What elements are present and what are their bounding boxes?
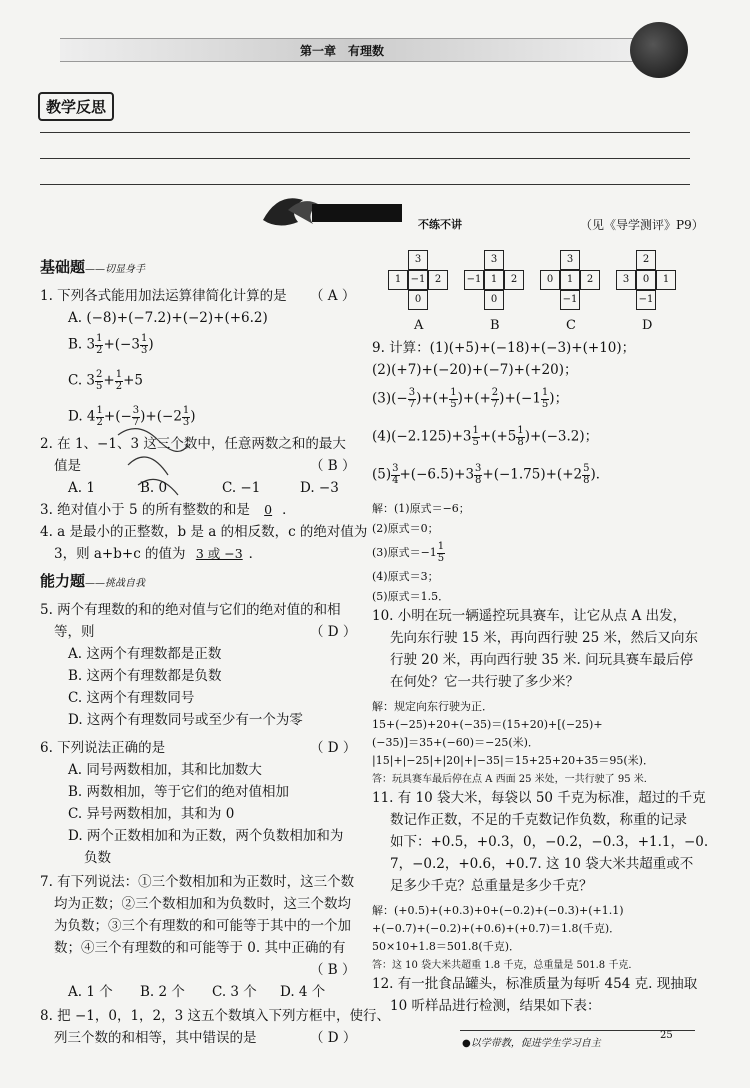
question-7-cont: 均为正数；②三个数相加和为负数时，这三个数均 bbox=[54, 896, 351, 912]
question-8: 8. 把 −1，0，1，2，3 这五个数填入下列方框中，使行、 bbox=[40, 1008, 391, 1024]
question-3: 3. 绝对值小于 5 的所有整数的和是 0 ． bbox=[40, 502, 296, 518]
reflection-line bbox=[40, 158, 690, 159]
grid-cell: 2 bbox=[504, 270, 524, 290]
question-5-cont: 等，则 bbox=[54, 624, 95, 640]
grid-cell: 1 bbox=[656, 270, 676, 290]
question-7-cont: 为负数；③三个有理数的和可能等于其中的一个加 bbox=[54, 918, 351, 934]
grid-label: A bbox=[414, 318, 424, 333]
section-ability bbox=[40, 570, 145, 591]
grid-cell: 1 bbox=[560, 270, 580, 290]
question-1: 1. 下列各式能用加法运算律简化计算的是 bbox=[40, 288, 287, 304]
grid-cell: −1 bbox=[408, 270, 428, 290]
solution-line: (4)原式＝3； bbox=[372, 570, 439, 583]
question-11-cont: 足多少千克？总重量是多少千克？ bbox=[390, 878, 593, 894]
grid-cell: 0 bbox=[484, 290, 504, 310]
question-12-cont: 10 听样品进行检测，结果如下表： bbox=[390, 998, 601, 1014]
question-4-cont: 3，则 a+b+c 的值为 3 或 −3 ． bbox=[54, 546, 263, 562]
grid-cell: 3 bbox=[560, 250, 580, 270]
grid-cell: 3 bbox=[408, 250, 428, 270]
grid-cell: 2 bbox=[428, 270, 448, 290]
question-9-4: (4)(−2.125)+3 $\frac{1}{5}$ +(+5 $\frac{1}{8}$ )+(−3.2)； bbox=[372, 425, 599, 448]
grid-cell: 0 bbox=[636, 270, 656, 290]
grid-cell: 3 bbox=[484, 250, 504, 270]
option: A. 同号两数相加，其和比加数大 bbox=[68, 762, 262, 778]
grid-label: C bbox=[566, 318, 576, 333]
option: B. 3 $\frac{1}{2}$ +(−3 $\frac{1}{3}$ ) bbox=[68, 333, 154, 356]
question-9-2: (2)(+7)+(−20)+(−7)+(+20)； bbox=[372, 362, 578, 378]
solution-line: |15|+|−25|+|20|+|−35|＝15+25+20+35＝95(米)． bbox=[372, 754, 654, 767]
question-6: 6. 下列说法正确的是 bbox=[40, 740, 166, 756]
question-10-cont: 行驶 20 米，再向西行驶 35 米. 问玩具赛车最后停 bbox=[390, 652, 694, 668]
option: B. 2 个 bbox=[140, 984, 185, 1000]
answer-2: （ B ） bbox=[310, 458, 356, 474]
solution-line: (5)原式＝1.5． bbox=[372, 590, 450, 603]
mascot-logo-icon bbox=[630, 22, 688, 78]
grid-label: D bbox=[642, 318, 653, 333]
option: C. 异号两数相加，其和为 0 bbox=[68, 806, 235, 822]
grid-cell: −1 bbox=[636, 290, 656, 310]
option: B. 这两个有理数都是负数 bbox=[68, 668, 222, 684]
option: C. 3 个 bbox=[212, 984, 257, 1000]
footer-slogan: ●以学带教，促进学生学习自主 bbox=[462, 1038, 601, 1049]
solution-line: 答：玩具赛车最后停在点 A 西面 25 米处，一共行驶了 95 米． bbox=[372, 774, 654, 785]
solution-line: 答：这 10 袋大米共超重 1.8 千克，总重量是 501.8 千克． bbox=[372, 960, 639, 971]
section-subtitle: ——挑战自我 bbox=[85, 578, 146, 589]
grid-cell: 1 bbox=[484, 270, 504, 290]
reference-note: （见《导学测评》P9） bbox=[580, 218, 704, 232]
reflection-line bbox=[40, 132, 690, 133]
solution-line: 解：(1)原式＝−6； bbox=[372, 502, 470, 515]
option: C. 3 $\frac{2}{5}$ + $\frac{1}{2}$ +5 bbox=[68, 369, 143, 392]
option: D. 4 $\frac{1}{2}$ +(− $\frac{3}{7}$ )+(−2 $\frac{1}{3}$ ) bbox=[68, 405, 196, 428]
question-11-cont: 数记作正数，不足的千克数记作负数，称重的记录 bbox=[390, 812, 687, 828]
question-4: 4. a 是最小的正整数，b 是 a 的相反数，c 的绝对值为 bbox=[40, 524, 368, 540]
question-7: 7. 有下列说法：①三个数相加和为正数时，这三个数 bbox=[40, 874, 355, 890]
option: C. 这两个有理数同号 bbox=[68, 690, 195, 706]
section-subtitle: ——切显身手 bbox=[85, 264, 146, 275]
question-9-5: (5) $\frac{3}{4}$ +(−6.5)+3 $\frac{3}{8}$ +(−1.75)+(+2 $\frac{5}{8}$ )． bbox=[372, 463, 610, 486]
answer-1: （ A ） bbox=[310, 288, 356, 304]
option: B. 两数相加，等于它们的绝对值相加 bbox=[68, 784, 290, 800]
grid-cell: 2 bbox=[580, 270, 600, 290]
grid-cell: 2 bbox=[636, 250, 656, 270]
option: D. 4 个 bbox=[280, 984, 326, 1000]
option: B. 0 bbox=[140, 480, 168, 496]
question-9-3: (3)(− $\frac{3}{7}$ )+(+ $\frac{1}{5}$ )+(+ $\frac{2}{7}$ )+(−1 $\frac{1}{5}$ )； bbox=[372, 387, 569, 410]
option: D. −3 bbox=[300, 480, 339, 496]
solution-line: (3)原式＝−1 $\frac{1}{5}$ bbox=[372, 541, 445, 564]
grid-cell: −1 bbox=[560, 290, 580, 310]
section-basic bbox=[40, 256, 145, 277]
answer-7: （ B ） bbox=[310, 962, 356, 978]
solution-line: +(−0.7)+(−0.2)+(+0.6)+(+0.7)＝1.8(千克)． bbox=[372, 922, 621, 935]
solution-line: 解：规定向东行驶为正． bbox=[372, 700, 493, 713]
question-5: 5. 两个有理数的和的绝对值与它们的绝对值的和相 bbox=[40, 602, 341, 618]
grid-cell: 1 bbox=[388, 270, 408, 290]
question-11-cont: 7，−0.2，+0.6，+0.7. 这 10 袋大米共超重或不 bbox=[390, 856, 694, 872]
question-2-cont: 值是 bbox=[54, 458, 81, 474]
option: A. 这两个有理数都是正数 bbox=[68, 646, 222, 662]
question-2: 2. 在 1、−1、3 这三个数中，任意两数之和的最大 bbox=[40, 436, 346, 452]
option: A. 1 bbox=[68, 480, 95, 496]
solution-line: 解：(+0.5)+(+0.3)+0+(−0.2)+(−0.3)+(+1.1) bbox=[372, 904, 624, 917]
solution-line: (2)原式＝0； bbox=[372, 522, 439, 535]
question-11: 11. 有 10 袋大米，每袋以 50 千克为标准，超过的千克 bbox=[372, 790, 706, 806]
answer-5: （ D ） bbox=[310, 624, 357, 640]
solution-line: 15+(−25)+20+(−35)＝(15+20)+[(−25)+ bbox=[372, 718, 603, 731]
reflection-label: 教学反思 bbox=[38, 92, 114, 121]
question-7-cont: 数；④三个有理数的和可能等于 0. 其中正确的有 bbox=[54, 940, 346, 956]
question-10-cont: 在何处？它一共行驶了多少米？ bbox=[390, 674, 579, 690]
grid-cell: 0 bbox=[408, 290, 428, 310]
option: A. 1 个 bbox=[68, 984, 113, 1000]
section-title: 能力题 bbox=[40, 572, 86, 590]
grid-cell: 0 bbox=[540, 270, 560, 290]
question-11-cont: 如下：+0.5，+0.3，0，−0.2，−0.3，+1.1，−0. bbox=[390, 834, 709, 850]
grid-cell: −1 bbox=[464, 270, 484, 290]
grid-cell: 3 bbox=[616, 270, 636, 290]
solution-line: 50×10+1.8＝501.8(千克)． bbox=[372, 940, 520, 953]
option-cont: 负数 bbox=[84, 850, 111, 866]
answer-6: （ D ） bbox=[310, 740, 357, 756]
section-title: 基础题 bbox=[40, 258, 86, 276]
option: D. 两个正数相加和为正数，两个负数相加和为 bbox=[68, 828, 344, 844]
question-10-cont: 先向东行驶 15 米，再向西行驶 25 米，然后又向东 bbox=[390, 630, 699, 646]
option: C. −1 bbox=[222, 480, 261, 496]
banner-slogan: 不练不讲 bbox=[418, 218, 462, 231]
option: D. 这两个有理数同号或至少有一个为零 bbox=[68, 712, 303, 728]
question-12: 12. 有一批食品罐头，标准质量为每听 454 克. 现抽取 bbox=[372, 976, 698, 992]
grid-label: B bbox=[490, 318, 500, 333]
answer-8: （ D ） bbox=[310, 1030, 357, 1046]
chapter-title: 第一章 有理数 bbox=[300, 44, 385, 58]
question-8-cont: 列三个数的和相等，其中错误的是 bbox=[54, 1030, 257, 1046]
reflection-line bbox=[40, 184, 690, 185]
page-number: 25 bbox=[660, 1030, 673, 1041]
option: A. (−8)+(−7.2)+(−2)+(+6.2) bbox=[68, 310, 268, 326]
question-10: 10. 小明在玩一辆遥控玩具赛车，让它从点 A 出发， bbox=[372, 608, 687, 624]
solution-line: (−35)]＝35+(−60)＝−25(米)． bbox=[372, 736, 539, 749]
question-9: 9. 计算：(1)(+5)+(−18)+(−3)+(+10)； bbox=[372, 340, 636, 356]
banner-box bbox=[312, 204, 402, 222]
